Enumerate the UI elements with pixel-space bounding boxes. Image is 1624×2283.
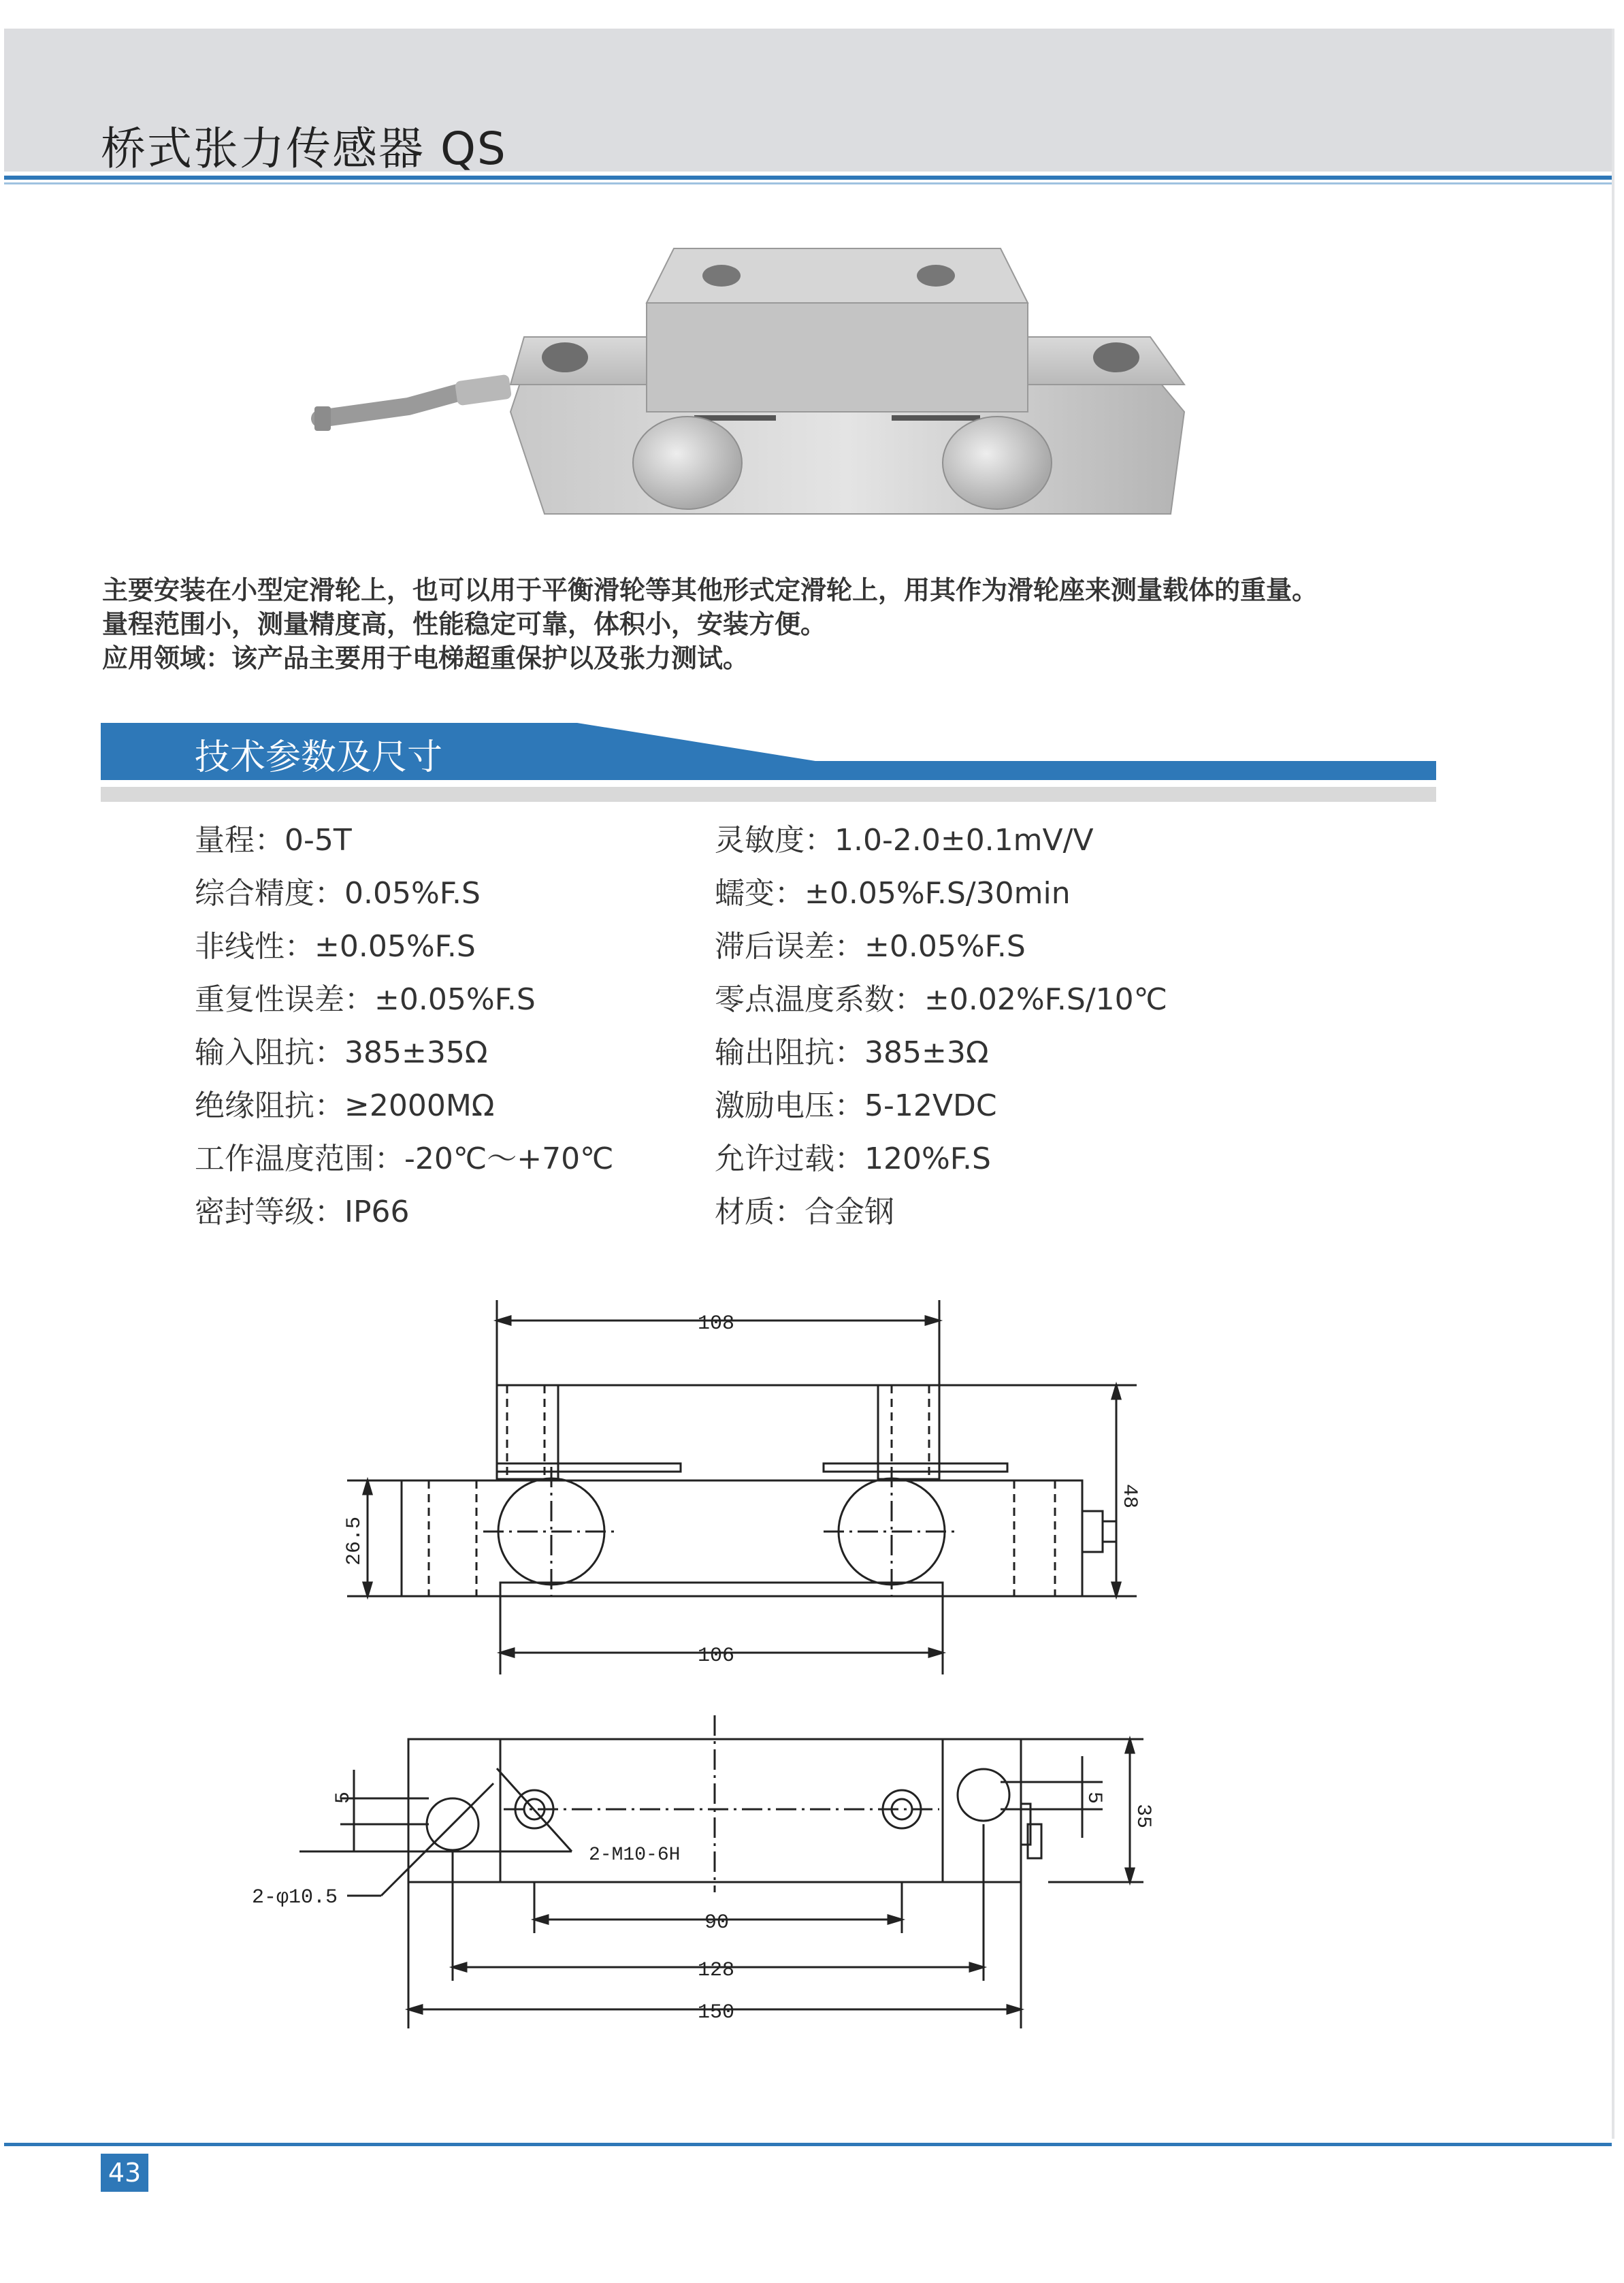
dim-label: 5: [1082, 1792, 1105, 1804]
page-title: 桥式张力传感器 QS: [101, 123, 507, 175]
dim-label: 48: [1118, 1484, 1141, 1509]
dim-label: 106: [698, 1645, 735, 1668]
spec-repeatability: 重复性误差：±0.05%F.S: [195, 982, 536, 1017]
top-view: [252, 1715, 1154, 2028]
spec-accuracy: 综合精度：0.05%F.S: [195, 876, 481, 911]
thread-label: 2-M10-6H: [589, 1845, 681, 1866]
spec-insulation: 绝缘阻抗：≥2000MΩ: [195, 1088, 495, 1123]
spec-zero-temp-coef: 零点温度系数：±0.02%F.S/10℃: [715, 982, 1168, 1017]
spec-excitation: 激励电压：5-12VDC: [715, 1088, 997, 1123]
spec-range: 量程：0-5T: [195, 823, 352, 858]
dim-label: 35: [1131, 1804, 1154, 1829]
product-photo: [306, 228, 1212, 548]
page-number: 43: [101, 2154, 148, 2192]
spec-nonlinearity: 非线性：±0.05%F.S: [195, 929, 476, 964]
dim-label: 26.5: [343, 1516, 366, 1566]
dim-label: 90: [704, 1911, 730, 1934]
page-frame-edge: [1612, 29, 1614, 2139]
dimension-drawing: [252, 1280, 1171, 2056]
section-rule: [101, 787, 1436, 802]
description-line: 量程范围小，测量精度高，性能稳定可靠，体积小，安装方便。: [102, 609, 827, 639]
dim-label: 5: [332, 1791, 355, 1804]
spec-overload: 允许过载：120%F.S: [715, 1142, 991, 1176]
footer-divider: [4, 2143, 1612, 2146]
hole-label: 2-φ10.5: [252, 1886, 338, 1909]
spec-sensitivity: 灵敏度：1.0-2.0±0.1mV/V: [715, 823, 1094, 858]
dim-label: 108: [698, 1312, 735, 1335]
product-description: [102, 573, 1318, 675]
spec-material: 材质：合金钢: [715, 1195, 894, 1229]
side-view: [343, 1300, 1141, 1674]
header-divider-thin: [4, 182, 1612, 184]
dim-label: 128: [698, 1959, 735, 1982]
spec-operating-temp: 工作温度范围：-20℃～+70℃: [195, 1142, 614, 1176]
spec-protection: 密封等级：IP66: [195, 1195, 410, 1229]
dim-label: 150: [698, 2001, 735, 2024]
spec-creep: 蠕变：±0.05%F.S/30min: [715, 876, 1071, 911]
description-line: 主要安装在小型定滑轮上，也可以用于平衡滑轮等其他形式定滑轮上，用其作为滑轮座来测量载体的重量。: [102, 575, 1318, 605]
spec-hysteresis: 滞后误差：±0.05%F.S: [715, 929, 1026, 964]
spec-output-impedance: 输出阻抗：385±3Ω: [715, 1035, 989, 1070]
description-line: 应用领域：该产品主要用于电梯超重保护以及张力测试。: [102, 643, 749, 673]
section-title: 技术参数及尺寸: [195, 737, 443, 778]
header-divider: [4, 176, 1612, 180]
spec-input-impedance: 输入阻抗：385±35Ω: [195, 1035, 488, 1070]
